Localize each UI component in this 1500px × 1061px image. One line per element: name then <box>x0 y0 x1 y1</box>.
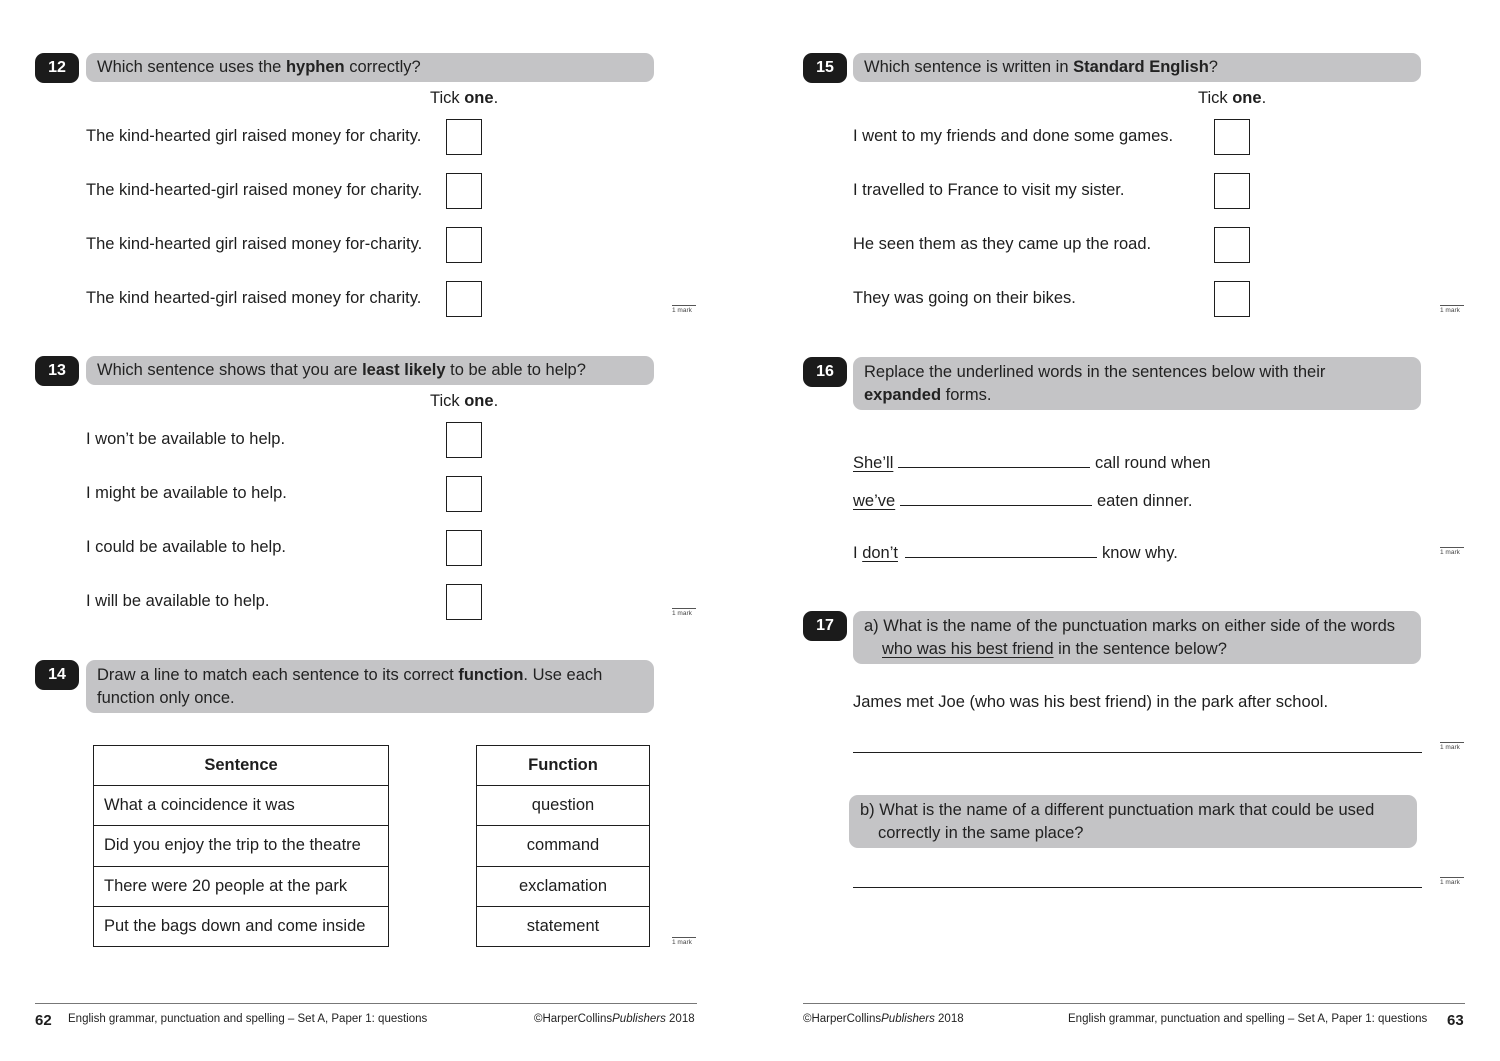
tick-box[interactable] <box>446 584 482 620</box>
question-number-17: 17 <box>803 611 847 641</box>
question-number-13: 13 <box>35 356 79 386</box>
answer-line[interactable] <box>898 467 1090 468</box>
option-text: He seen them as they came up the road. <box>853 235 1152 253</box>
function-cell[interactable]: command <box>477 826 650 866</box>
answer-line[interactable] <box>900 505 1092 506</box>
question-14-prompt: Draw a line to match each sentence to its correct function. Use each function only once. <box>86 660 654 713</box>
footer-title: English grammar, punctuation and spelling – Set A, Paper 1: questions <box>68 1013 428 1025</box>
tick-box[interactable] <box>446 422 482 458</box>
option-text: I will be available to help. <box>86 592 270 610</box>
answer-line[interactable] <box>853 752 1422 753</box>
option-text: I travelled to France to visit my sister. <box>853 181 1125 199</box>
tick-box[interactable] <box>1214 119 1250 155</box>
tick-box[interactable] <box>446 476 482 512</box>
tick-box[interactable] <box>446 173 482 209</box>
option-text: I might be available to help. <box>86 484 287 502</box>
footer-rule <box>803 1003 1465 1004</box>
tick-box[interactable] <box>446 119 482 155</box>
footer-title: English grammar, punctuation and spelling – Set A, Paper 1: questions <box>1068 1013 1428 1025</box>
sentence-continuation: eaten dinner. <box>1097 492 1193 510</box>
question-12-prompt: Which sentence uses the hyphen correctly? <box>86 53 654 82</box>
sentence-cell[interactable]: There were 20 people at the park <box>94 866 389 906</box>
option-text: They was going on their bikes. <box>853 289 1076 307</box>
page-number: 63 <box>1447 1012 1464 1029</box>
function-header: Function <box>477 746 650 786</box>
option-text: The kind-hearted girl raised money for charity. <box>86 127 422 145</box>
tick-box[interactable] <box>446 530 482 566</box>
example-sentence: James met Joe (who was his best friend) in the park after school. <box>853 693 1329 711</box>
question-17b-prompt: b) What is the name of a different punctuation mark that could be used correctly in the same place? <box>849 795 1417 848</box>
tick-one-instruction: Tick one. <box>430 89 499 107</box>
mark-indicator: 1 mark <box>672 305 696 314</box>
sentence-table <box>93 745 389 947</box>
option-text: I went to my friends and done some games. <box>853 127 1174 145</box>
footer-rule <box>35 1003 697 1004</box>
tick-one-instruction: Tick one. <box>1198 89 1267 107</box>
function-cell[interactable]: exclamation <box>477 866 650 906</box>
page-number: 62 <box>35 1012 52 1029</box>
tick-box[interactable] <box>1214 173 1250 209</box>
question-number-12: 12 <box>35 53 79 83</box>
question-15-prompt: Which sentence is written in Standard English? <box>853 53 1421 82</box>
answer-line[interactable] <box>905 557 1097 558</box>
option-text: The kind-hearted-girl raised money for charity. <box>86 181 423 199</box>
sentence-start: I don’t <box>853 544 898 562</box>
function-cell[interactable]: statement <box>477 906 650 946</box>
tick-box[interactable] <box>446 281 482 317</box>
mark-indicator: 1 mark <box>1440 742 1464 751</box>
sentence-continuation: call round when <box>1095 454 1211 472</box>
underlined-word: we’ve <box>853 492 896 510</box>
option-text: The kind hearted-girl raised money for charity. <box>86 289 422 307</box>
option-text: I won’t be available to help. <box>86 430 286 448</box>
sentence-header: Sentence <box>94 746 389 786</box>
question-number-16: 16 <box>803 357 847 387</box>
function-table <box>476 745 650 947</box>
option-text: I could be available to help. <box>86 538 286 556</box>
question-number-15: 15 <box>803 53 847 83</box>
mark-indicator: 1 mark <box>1440 877 1464 886</box>
mark-indicator: 1 mark <box>1440 305 1464 314</box>
sentence-continuation: know why. <box>1102 544 1178 562</box>
function-cell[interactable]: question <box>477 786 650 826</box>
sentence-cell[interactable]: What a coincidence it was <box>94 786 389 826</box>
question-16-prompt: Replace the underlined words in the sentences below with their expanded forms. <box>853 357 1421 410</box>
sentence-cell[interactable]: Did you enjoy the trip to the theatre <box>94 826 389 866</box>
tick-box[interactable] <box>446 227 482 263</box>
option-text: The kind-hearted girl raised money for-charity. <box>86 235 423 253</box>
answer-line[interactable] <box>853 887 1422 888</box>
mark-indicator: 1 mark <box>672 608 696 617</box>
mark-indicator: 1 mark <box>1440 547 1464 556</box>
sentence-cell[interactable]: Put the bags down and come inside <box>94 906 389 946</box>
tick-box[interactable] <box>1214 281 1250 317</box>
question-17a-prompt: a) What is the name of the punctuation marks on either side of the words who was his best friend in the sentence below? <box>853 611 1421 664</box>
tick-box[interactable] <box>1214 227 1250 263</box>
underlined-word: She’ll <box>853 454 894 472</box>
tick-one-instruction: Tick one. <box>430 392 499 410</box>
footer-copyright: ©HarperCollinsPublishers 2018 <box>803 1013 964 1025</box>
question-number-14: 14 <box>35 660 79 690</box>
question-13-prompt: Which sentence shows that you are least likely to be able to help? <box>86 356 654 385</box>
mark-indicator: 1 mark <box>672 937 696 946</box>
footer-copyright: ©HarperCollinsPublishers 2018 <box>534 1013 695 1025</box>
